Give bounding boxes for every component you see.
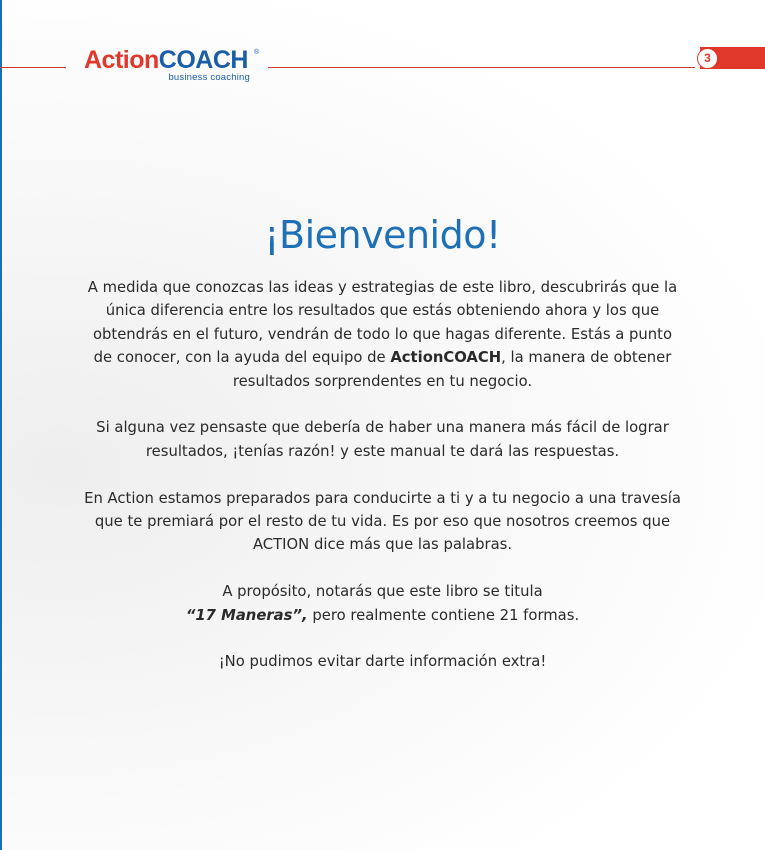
logo-registered-mark: ® <box>254 49 260 56</box>
page-number: 3 <box>697 48 718 69</box>
page-title: ¡Bienvenido! <box>264 213 501 257</box>
paragraph-extra-info: ¡No pudimos evitar darte información extra! <box>218 653 547 671</box>
paragraph-intro <box>82 276 683 393</box>
paragraph-title-note-end: pero realmente contiene 21 formas. <box>307 606 580 624</box>
paragraph-intro-text: A medida que conozcas las ideas y estrategias de este libro, descubrirás que la única diferencia entre los resultados que estás obteniendo ahora y los que obtendrás en el futuro, vendrán de todo lo que hagas diferente. Estás a punto de conocer, con la ayuda del equipo de <box>87 279 678 367</box>
paragraph-journey: En Action estamos preparados para conducirte a ti y a tu negocio a una travesía que te premiará por el resto de tu vida. Es por eso que nosotros creemos que ACTION dice más que las palabras. <box>84 489 681 554</box>
paragraph-intro-end: , la manera de obtener resultados sorprendentes en tu negocio. <box>232 349 672 390</box>
logo-wordmark <box>84 46 248 74</box>
book-title-emphasis: “17 Maneras”, <box>185 606 308 624</box>
paragraph-easier-way: Si alguna vez pensaste que debería de haber una manera más fácil de lograr resultados, ¡tenías razón! y este manual te dará las respuestas. <box>96 419 669 460</box>
paragraph-title-note <box>82 580 683 627</box>
header-rule-right <box>268 67 695 68</box>
welcome-body <box>82 276 683 697</box>
header-rule-left <box>0 67 66 68</box>
paragraph-title-note-text: A propósito, notarás que este libro se titula <box>222 583 543 601</box>
page-left-border <box>0 0 2 850</box>
logo-action-text: Action <box>84 46 159 74</box>
logo-tagline: business coaching <box>168 72 250 83</box>
paragraph-intro-brand: ActionCOACH <box>390 349 502 367</box>
logo-coach-text: COACH <box>158 46 248 74</box>
actioncoach-logo <box>84 46 260 86</box>
